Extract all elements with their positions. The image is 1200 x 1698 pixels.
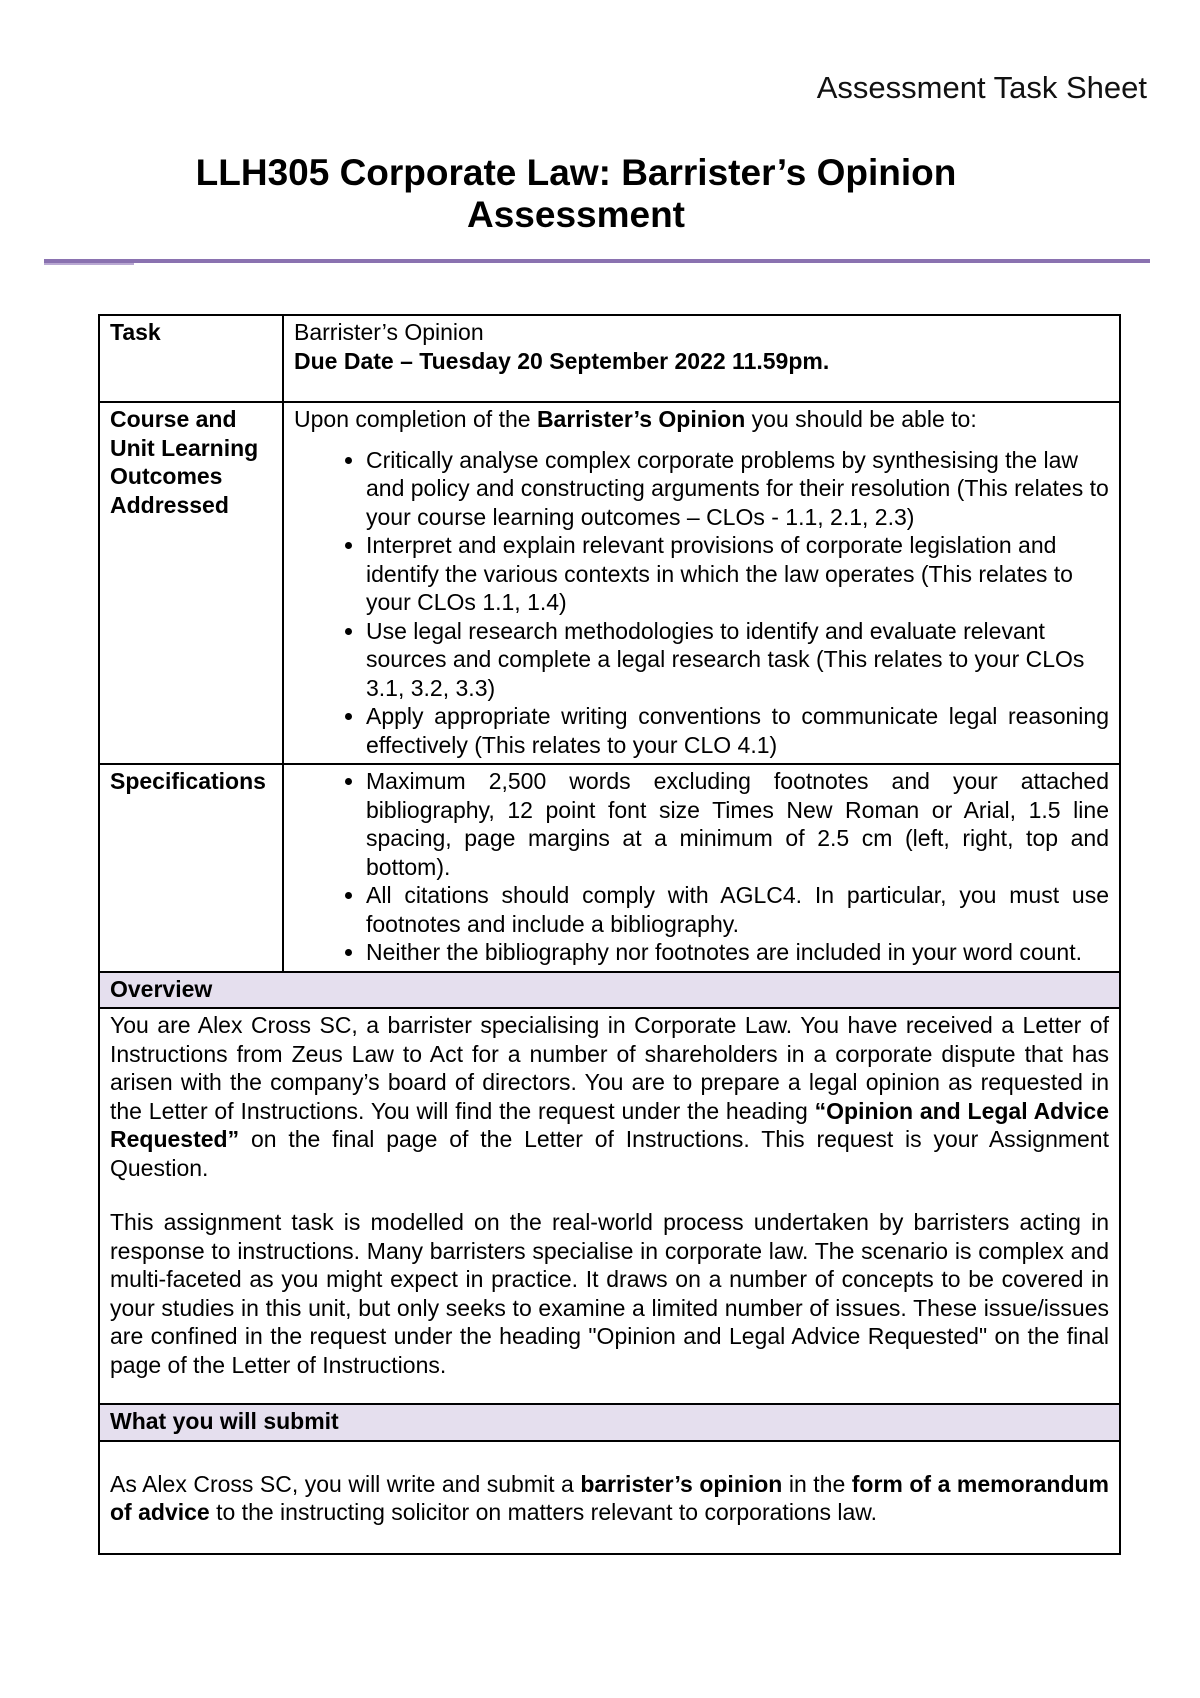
submit-row	[99, 1441, 1120, 1554]
overview-heading-row	[99, 972, 1120, 1009]
outcomes-content	[283, 402, 1120, 764]
outcomes-intro-text: Upon completion of the	[294, 406, 537, 432]
task-label: Task	[99, 315, 283, 402]
title-line-2: Assessment	[466, 194, 685, 235]
submit-text-3: to the instructing solicitor on matters relevant to corporations law.	[209, 1499, 878, 1525]
assessment-table	[98, 314, 1121, 1555]
submit-bold-1: barrister’s opinion	[580, 1470, 783, 1497]
due-date: Due Date – Tuesday 20 September 2022 11.59pm.	[294, 347, 830, 374]
task-name: Barrister’s Opinion	[294, 319, 484, 345]
outcomes-label: Course and Unit Learning Outcomes Addressed	[99, 402, 283, 764]
submit-content	[99, 1441, 1120, 1554]
outcomes-intro-bold: Barrister’s Opinion	[536, 406, 746, 432]
page-title	[96, 152, 1056, 236]
overview-heading: Overview	[99, 972, 1120, 1009]
specifications-row	[99, 764, 1120, 972]
submit-heading-row	[99, 1404, 1120, 1441]
overview-content	[99, 1008, 1120, 1404]
outcomes-row	[99, 402, 1120, 764]
outcomes-intro	[294, 405, 1109, 434]
overview-p1-bold: “Opinion and Legal Advice Requested”	[110, 1097, 1109, 1152]
overview-row	[99, 1008, 1120, 1404]
outcome-item: • Interpret and explain relevant provisions of corporate legislation and identify the various contexts in which the law operates (This relates to your CLOs 1.1, 1.4)	[366, 531, 1109, 617]
overview-paragraph-2: This assignment task is modelled on the real-world process undertaken by barristers acting in response to instructions. Many barristers specialise in corporate law. The scenario is complex and multi-faceted as you might expect in practice. It draws on a number of concepts to be covered in your studies in this unit, but only seeks to examine a limited number of issues. These issue/issues are confined in the request under the heading "Opinion and Legal Advice Requested" on the final page of the Letter of Instructions.	[110, 1209, 1109, 1378]
overview-p1-text: You are Alex Cross SC, a barrister specialising in Corporate Law. You have received a Letter of Instructions from Zeus Law to Act for a number of shareholders in a corporate dispute that has arisen with the company’s board of directors. You are to prepare a legal opinion as requested in the Letter of Instructions. You will find the request under the heading	[110, 1012, 1109, 1124]
specification-item: • Maximum 2,500 words excluding footnotes and your attached bibliography, 12 point font size Times New Roman or Arial, 1.5 line spacing, page margins at a minimum of 2.5 cm (left, right, top and bottom).	[366, 767, 1109, 881]
outcome-item: • Use legal research methodologies to identify and evaluate relevant sources and complete a legal research task (This relates to your CLOs 3.1, 3.2, 3.3)	[366, 617, 1109, 703]
title-line-1: LLH305 Corporate Law: Barrister’s Opinion	[195, 152, 957, 193]
specifications-content	[283, 764, 1120, 972]
submit-text-2: in the	[782, 1470, 852, 1497]
specification-item: • All citations should comply with AGLC4. In particular, you must use footnotes and include a bibliography.	[366, 881, 1109, 938]
submit-text-1: As Alex Cross SC, you will write and submit a	[110, 1470, 581, 1497]
outcomes-intro-end: you should be able to:	[745, 406, 977, 432]
outcomes-list	[294, 446, 1109, 760]
submit-bold-2: form of a memorandum of advice	[110, 1470, 1109, 1525]
specifications-list	[294, 767, 1109, 967]
title-rule-accent	[44, 263, 134, 265]
task-content	[283, 315, 1120, 402]
specifications-label: Specifications	[99, 764, 283, 972]
header-label: Assessment Task Sheet	[816, 70, 1147, 105]
submit-heading: What you will submit	[99, 1404, 1120, 1441]
overview-p1-end: on the final page of the Letter of Instructions. This request is your Assignment Question.	[110, 1126, 1109, 1181]
overview-paragraph-1	[110, 1011, 1109, 1182]
specification-item: • Neither the bibliography nor footnotes are included in your word count.	[366, 938, 1109, 967]
title-rule	[44, 259, 1150, 263]
task-row	[99, 315, 1120, 402]
outcome-item: • Apply appropriate writing conventions to communicate legal reasoning effectively (This relates to your CLO 4.1)	[366, 702, 1109, 759]
outcome-item: • Critically analyse complex corporate problems by synthesising the law and policy and constructing arguments for their resolution (This relates to your course learning outcomes – CLOs - 1.1, 2.1, 2.3)	[366, 446, 1109, 532]
